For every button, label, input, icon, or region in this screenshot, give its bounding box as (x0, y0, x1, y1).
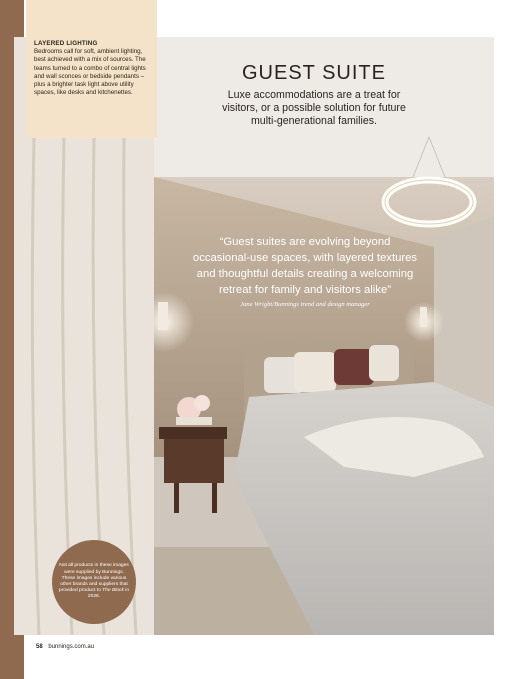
page-number: 58 (36, 644, 43, 650)
layered-lighting-sidebar (26, 0, 157, 138)
sidebar-title: LAYERED LIGHTING (34, 40, 98, 47)
page-subtitle: Luxe accommodations are a treat for visitors, or a possible solution for future multi-generational families. (222, 89, 406, 127)
pull-quote (190, 234, 420, 308)
site-url[interactable]: bunnings.com.au (48, 644, 95, 650)
disclaimer-text (58, 563, 130, 600)
disclaimer-badge (52, 540, 136, 624)
heading-block (210, 62, 418, 128)
sidebar-body: Bedrooms call for soft, ambient lighting, best achieved with a mix of sources. The teams turned to a combo of central lights and wall sconces or bedside pendants – plus a brighter task light above utility spaces, like desks and kitchenettes. (34, 48, 146, 97)
page-footer (36, 644, 94, 650)
disclaimer-line1: Not all products in these images were supplied by Bunnings. These images include various other brands and suppliers that provided product to (58, 563, 129, 594)
page-title: GUEST SUITE (242, 62, 386, 84)
quote-attribution: Jane Wright/Bunnings trend and design manager (240, 301, 370, 308)
quote-text: “Guest suites are evolving beyond occasional-use spaces, with layered textures and thoughtful details creating a welcoming retreat for family and visitors alike” (192, 236, 418, 296)
disclaimer-italic: The Block (102, 588, 124, 594)
disclaimer-line2: in 2026. (87, 588, 130, 600)
